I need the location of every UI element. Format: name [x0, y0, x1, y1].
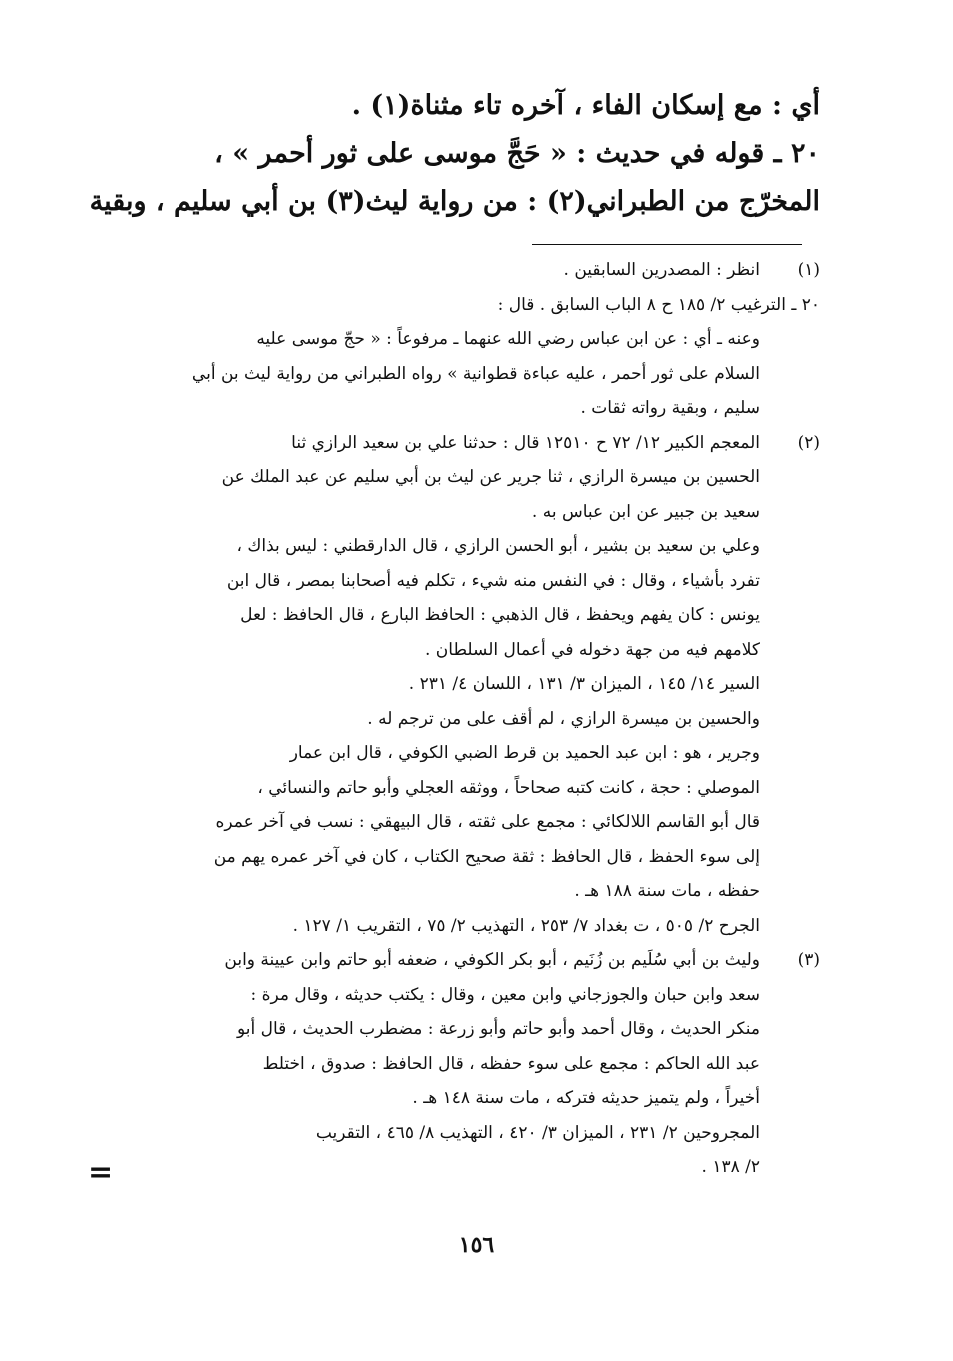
footnote-separator	[532, 244, 802, 245]
narrator-bio: الموصلي : حجة ، كانت كتبه صحاحاً ، ووثقه العجلي وأبو حاتم والنسائي ،	[257, 777, 760, 798]
narrator-refs: ٢/ ١٣٨ .	[701, 1157, 760, 1177]
footnote-number: (٣)	[797, 950, 820, 970]
footnote-number: (٢)	[797, 432, 820, 453]
narrator-bio: حفظه ، مات سنة ١٨٨ هـ .	[574, 881, 760, 901]
footnote-text: سعد وابن حبان والجوزجاني وابن معين ، وقال : يكتب حديثه ، وقال مرة :	[250, 984, 760, 1005]
footnotes	[100, 253, 820, 1185]
narrator-bio: قال أبو القاسم اللالكائي : مجمع على ثقته ، قال البيهقي : نسب في آخر عمره	[215, 812, 760, 832]
narrator-bio: يونس : كان يفهم ويحفظ ، قال الذهبي : الحافظ البارع ، قال الحافظ : لعل	[240, 605, 760, 625]
continuation-mark: =	[88, 1155, 114, 1190]
quote-line: سليم ، وبقية رواته ثقات .	[580, 398, 760, 418]
footnote-text: وليث بن أبي سُلَيم بن زُنَيم ، أبو بكر الكوفي ، ضعفه أبو حاتم وابن عيينة وابن	[224, 950, 760, 970]
narrator-bio: إلى سوء الحفظ ، قال الحافظ : ثقة صحيح الكتاب ، كان في آخر عمره يهم من	[213, 846, 760, 867]
footnote-text: سعيد بن جبير عن ابن عباس به .	[531, 501, 760, 522]
narrator-bio: كلامهم فيه من جهة دخوله في أعمال السلطان .	[425, 639, 760, 660]
footnote-text: منكر الحديث ، وقال أحمد وأبو حاتم وأبو زرعة : مضطرب الحديث ، قال أبو	[236, 1019, 760, 1039]
footnote-number: (١)	[797, 260, 820, 280]
footnote-text: المعجم الكبير ١٢/ ٧٢ ح ١٢٥١٠ قال : حدثنا علي بن سعيد الرازي ثنا	[291, 432, 760, 453]
quote-line: وعنه ـ أي : عن ابن عباس رضي الله عنهما ـ مرفوعاً : « حجّ موسى عليه	[256, 329, 760, 349]
footnote-1	[100, 253, 820, 288]
narrator-refs: المجروحين ٢/ ٢٣١ ، الميزان ٣/ ٤٢٠ ، التهذيب ٨/ ٤٦٥ ، التقريب	[315, 1122, 760, 1143]
main-text	[89, 82, 820, 226]
narrator-refs: الجرح ٢/ ٥٠٥ ، ت بغداد ٧/ ٢٥٣ ، التهذيب ٢/ ٧٥ ، التقريب ١/ ١٢٧ .	[292, 915, 760, 936]
narrator-bio: وجرير ، هو : ابن عبد الحميد بن قرط الضبي الكوفي ، قال ابن عمار	[289, 743, 760, 763]
footnote-3	[100, 943, 820, 978]
narrator-refs: السير ١٤/ ١٤٥ ، الميزان ٣/ ١٣١ ، اللسان ٤/ ٢٣١ .	[408, 674, 760, 694]
footnote-text: الحسين بن ميسرة الرازي ، ثنا جرير عن ليث بن أبي سليم عن عبد الملك عن	[221, 467, 760, 487]
page-number: ١٥٦	[458, 1232, 495, 1258]
quote-line: السلام على ثور أحمر ، عليه عباءة قطوانية » رواه الطبراني من رواية ليث بن أبي	[191, 363, 760, 384]
main-text-line: المخرّج من الطبراني(٢) : من رواية ليث(٣) بن أبي سليم ، وبقية	[89, 186, 820, 217]
footnote-text: عبد الله الحاكم : مجمع على سوء حفظه ، قال الحافظ : صدوق ، اختلط	[262, 1053, 760, 1074]
footnote-2	[100, 426, 820, 461]
footnote-text: انظر : المصدرين السابقين .	[563, 260, 760, 280]
main-text-line: ٢٠ ـ قوله في حديث : « حَجَّ موسى على ثور أحمر » ،	[214, 138, 820, 169]
main-text-line: أي : مع إسكان الفاء ، آخره تاء مثناة(١) .	[351, 90, 820, 121]
narrator-bio: تفرد بأشياء ، وقال : في النفس منه شيء ، تكلم فيه أصحابنا بمصر ، قال ابن	[226, 570, 760, 591]
footnote-ref-line: ٢٠ ـ الترغيب ٢/ ١٨٥ ح ٨ الباب السابق . قال :	[497, 294, 820, 315]
narrator-bio: وعلي بن سعيد بن بشير ، أبو الحسن الرازي ، قال الدارقطني : ليس بذاك ،	[236, 536, 760, 556]
footnote-text: أخيراً ، ولم يتميز حديثه فتركه ، مات سنة ١٤٨ هـ .	[412, 1088, 760, 1108]
narrator-bio: والحسين بن ميسرة الرازي ، لم أقف على من ترجم له .	[367, 708, 760, 729]
